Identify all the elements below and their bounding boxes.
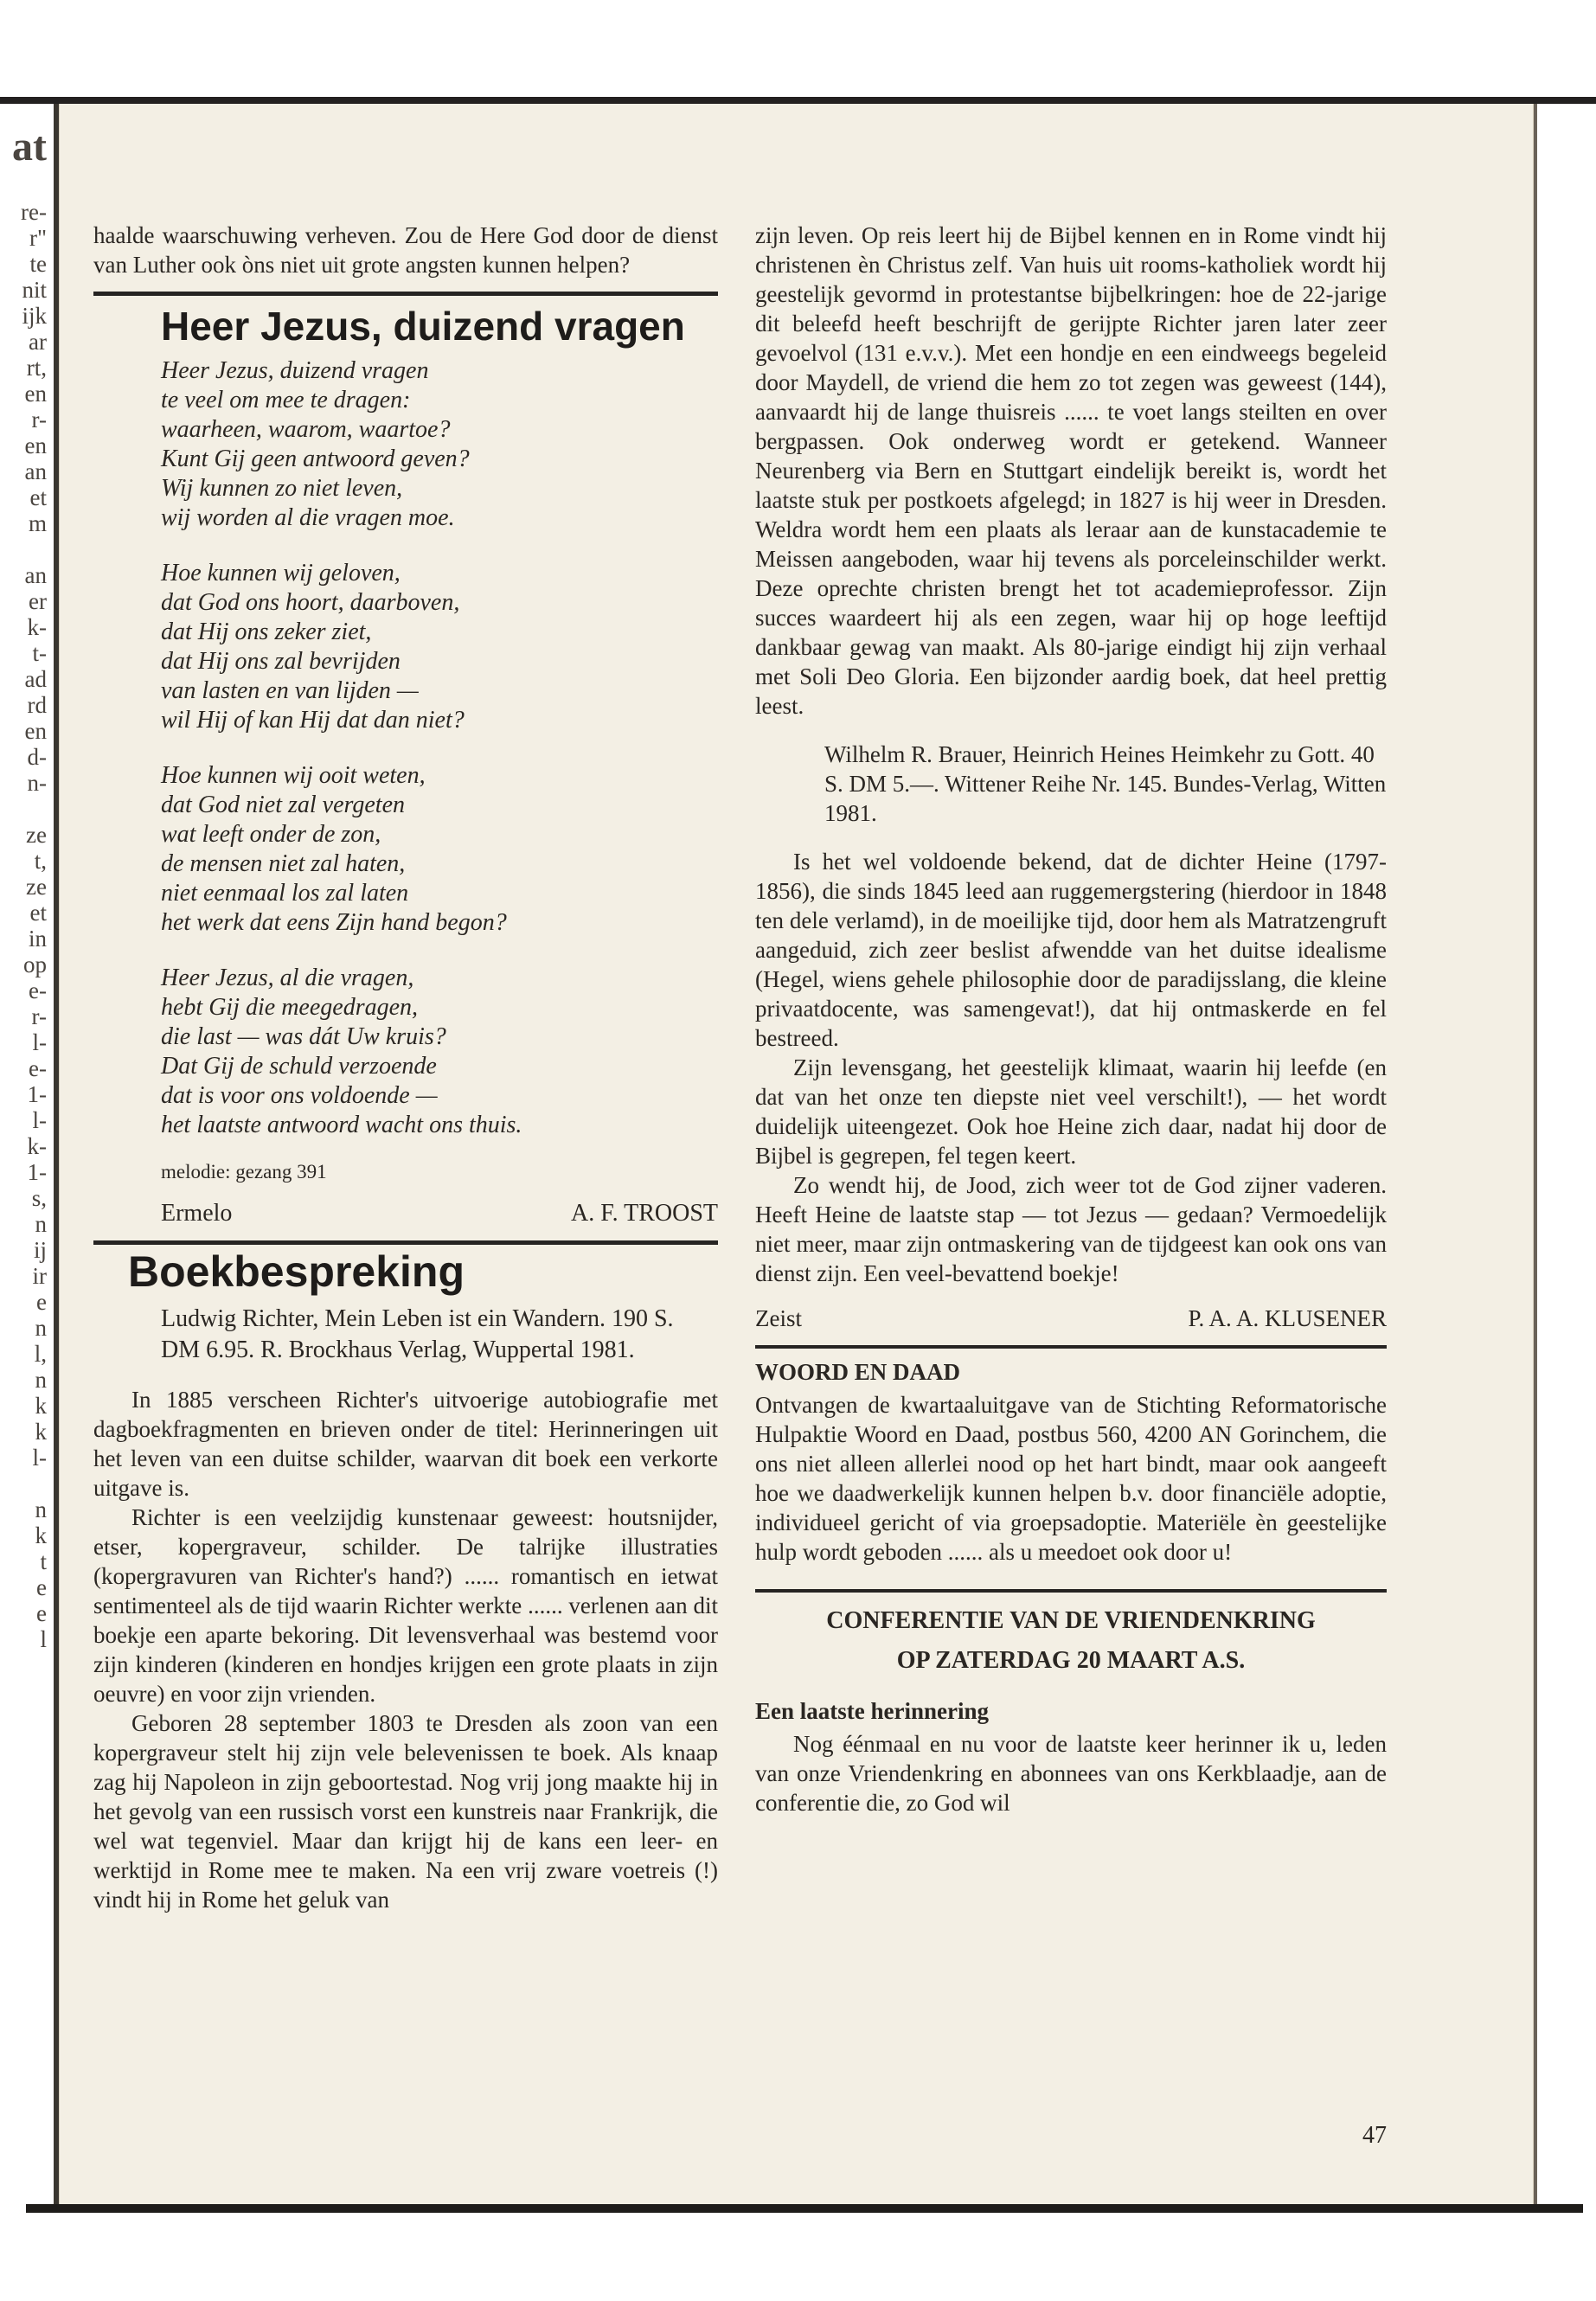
margin-fragment: r-: [31, 407, 47, 433]
margin-fragment: t-: [32, 640, 47, 666]
book-reference: Wilhelm R. Brauer, Heinrich Heines Heimkehr zu Gott. 40 S. DM 5.—. Wittener Reihe Nr. 145. Bundes-Verlag, Witten 1981.: [824, 741, 1387, 826]
intro-text: haalde waarschuwing verheven. Zou de Here God door de dienst van Luther ook òns niet uit grote angsten kunnen helpen?: [93, 222, 718, 278]
margin-fragment: et: [29, 900, 47, 926]
conference-heading: [755, 1601, 1387, 1681]
bottom-border: [26, 2204, 1583, 2213]
review-place: Zeist: [755, 1305, 802, 1331]
poem: [161, 356, 718, 1140]
previous-page-margin: [0, 121, 50, 2189]
poem-line: dat Hij ons zal bevrijden: [161, 648, 401, 675]
conference-subheading: Een laatste herinnering: [755, 1698, 989, 1724]
right-column: [755, 221, 1387, 1817]
poem-stanza: [161, 964, 718, 1140]
margin-fragment: [0, 173, 50, 199]
top-border: [0, 97, 1596, 104]
margin-fragment: s,: [31, 1185, 47, 1211]
poem-author: A. F. TROOST: [571, 1200, 718, 1227]
margin-fragment: [0, 796, 50, 822]
poem-line: Hoe kunnen wij ooit weten,: [161, 762, 426, 789]
poem-line: hebt Gij die meegedragen,: [161, 994, 419, 1021]
margin-fragment: l-: [32, 1445, 47, 1471]
margin-fragment: k: [35, 1393, 47, 1419]
poem-line: Wij kunnen zo niet leven,: [161, 475, 403, 502]
poem-line: te veel om mee te dragen:: [161, 387, 411, 413]
poem-line: Hoe kunnen wij geloven,: [161, 560, 401, 586]
margin-fragment: n: [35, 1367, 47, 1393]
review-signature: [755, 1304, 1387, 1333]
margin-fragment: ze: [26, 874, 47, 900]
review-paragraph: Richter is een veelzijdig kunstenaar geweest: houtsnijder, etser, kopergraveur, schilder. De talrijke illustraties (kopergravuren van Richter's hand?) ...... romantisch en ietwat sentimenteel als de tijd waarin Richter werkte ...... verlenen aan dit boekje een aparte bekoring. Dit levensverhaal was bestemd voor zijn kinderen (kinderen en hondjes krijgen een grote plaats in zijn oeuvre) en voor zijn vrienden.: [93, 1504, 718, 1707]
left-column: [93, 221, 718, 1914]
margin-fragment: rd: [27, 692, 47, 718]
margin-fragment: ir: [32, 1263, 47, 1289]
margin-fragment: [0, 536, 50, 562]
margin-fragment: ijk: [22, 303, 47, 329]
conference-heading-line: OP ZATERDAG 20 MAART A.S.: [896, 1647, 1246, 1674]
margin-fragment: op: [23, 952, 47, 977]
margin-fragment: et: [29, 484, 47, 510]
poem-stanza: [161, 559, 718, 735]
poem-line: dat is voor ons voldoende —: [161, 1082, 438, 1109]
margin-fragment: l,: [34, 1341, 47, 1367]
margin-fragment: n: [35, 1211, 47, 1237]
review-paragraph: Zijn levensgang, het geestelijk klimaat, waarin hij leefde (en dat van het onze ten diepste niet veel verschilt!), — het wordt duidelijk uiteengezet. Ook hoe Heine zich daar, nadat hij door de Bijbel is gegrepen, fel tegen keert.: [755, 1054, 1387, 1169]
woord-en-daad-text: Ontvangen de kwartaaluitgave van de Stichting Reformatorische Hulpaktie Woord en Daad, postbus 560, 4200 AN Gorinchem, die ons niet alleen allerlei nood op het hart bindt, maar ook aangeeft hoe we daadwerkelijk kunnen helpen b.v. door financiële adoptie, individueel gericht of via groepsadoptie. Materiële èn geestelijke hulp wordt geboden ...... als u meedoet ook door u!: [755, 1392, 1387, 1565]
margin-fragment: ij: [33, 1237, 47, 1263]
woord-en-daad-heading: WOORD EN DAAD: [755, 1359, 961, 1385]
poem-line: niet eenmaal los zal laten: [161, 880, 409, 907]
margin-fragment: ar: [29, 329, 47, 355]
review-paragraph: Geboren 28 september 1803 te Dresden als zoon van een kopergraveur stelt hij zijn vele belevenissen te boek. Als knaap zag hij Napoleon in zijn geboortestad. Nog vrij jong maakte hij in het gevolg van een russisch vorst een kunstreis naar Frankrijk, die wel wat tegenviel. Maar dan krijgt hij de kans een leer- en werktijd in Rome mee te maken. Na een vrij zware voetreis (!) vindt hij in Rome het geluk van: [93, 1710, 718, 1913]
poem-line: het werk dat eens Zijn hand begon?: [161, 909, 507, 936]
margin-fragment: m: [28, 510, 47, 536]
poem-line: waarheen, waarom, waartoe?: [161, 416, 451, 443]
margin-fragment: n: [35, 1315, 47, 1341]
divider: [755, 1345, 1387, 1349]
review-continuation: zijn leven. Op reis leert hij de Bijbel kennen en in Rome vindt hij christenen èn Christus zelf. Van huis uit rooms-katholiek wordt hij geestelijk gevormd in protestantse bijbelkringen: hoe de 22-jarige dit beleefd heeft beschrijft de gerijpte Richter jaren later zeer gevoelvol (131 e.v.v.). Met een hondje en een eindweegs begeleid door Maydell, de vriend die hem zo tot zegen was geweest (144), aanvaardt hij de lange thuisreis ...... te voet langs steilten en over bergpassen. Ook onderweg wordt er getekend. Wanneer Neurenberg via Bern en Stuttgart eindelijk bereikt is, wordt het laatste stuk per postkoets afgelegd; in 1827 is hij weer in Dresden. Weldra wordt hem een plaats als leraar aan de kunstacademie te Meissen aangeboden, waar hij tevens als porceleinschilder werkt. Deze oprechte christen brengt het tot academieprofessor. Zijn succes waardeert hij als een zegen, waar hij op hoge leeftijd dankbaar gewag van maakt. Als 80-jarige eindigt hij zijn verhaal met Soli Deo Gloria. Een bijzonder aardig boek, dat heel prettig leest.: [755, 222, 1387, 719]
margin-fragment: 1-: [27, 1081, 47, 1107]
margin-fragment: an: [24, 458, 47, 484]
poem-line: Heer Jezus, duizend vragen: [161, 357, 429, 384]
margin-fragment: k: [35, 1522, 47, 1548]
margin-fragment: e: [36, 1289, 47, 1315]
magazine-page: [93, 221, 1387, 2150]
margin-fragment: d-: [27, 744, 47, 770]
review-paragraph: Zo wendt hij, de Jood, zich weer tot de God zijner vaderen. Heeft Heine de laatste stap — tot Jezus — gedaan? Vermoedelijk niet meer, maar zijn ontmaskering van de tijdgeest kan ook ons van dienst zijn. Een veel-bevattend boekje!: [755, 1172, 1387, 1286]
divider: [93, 1240, 718, 1245]
margin-fragment: l: [40, 1626, 47, 1652]
margin-fragment: re-: [21, 199, 47, 225]
poem-line: wij worden al die vragen moe.: [161, 504, 455, 531]
margin-fragment: nit: [22, 277, 47, 303]
poem-line: die last — was dát Uw kruis?: [161, 1023, 446, 1050]
poem-signature: [161, 1199, 718, 1228]
margin-fragment: t: [40, 1548, 47, 1574]
margin-fragment: er: [29, 588, 47, 614]
margin-fragment: en: [24, 718, 47, 744]
margin-fragment: rt,: [26, 355, 47, 381]
margin-fragment: 1-: [27, 1159, 47, 1185]
margin-fragment: r": [29, 225, 47, 251]
margin-fragment: en: [24, 381, 47, 407]
margin-fragment: [0, 1471, 50, 1497]
poem-stanza: [161, 761, 718, 938]
review-paragraph: Is het wel voldoende bekend, dat de dichter Heine (1797-1856), die sinds 1845 leed aan ruggemergstering (hierdoor in 1848 ten dele verlamd), in de moeilijke tijd, door hem als Matratzengruft aangeduid, zich zeer beslist afwendde van het duitse idealisme (Hegel, wiens gehele philosophie door de paradijsslang, die kleine privaatdocente, was samengevat!), dat hij ontmaskerde en fel bestreed.: [755, 849, 1387, 1051]
conference-heading-line: CONFERENTIE VAN DE VRIENDENKRING: [826, 1607, 1316, 1634]
margin-fragment: e: [36, 1574, 47, 1600]
divider: [755, 1589, 1387, 1593]
margin-fragment: n: [35, 1497, 47, 1522]
margin-fragment: e: [36, 1600, 47, 1626]
review-heading: Boekbespreking: [128, 1247, 465, 1296]
divider: [93, 292, 718, 296]
poem-line: Kunt Gij geen antwoord geven?: [161, 445, 470, 472]
poem-place: Ermelo: [161, 1200, 233, 1227]
poem-line: wat leeft onder de zon,: [161, 821, 381, 848]
margin-fragment: k: [35, 1419, 47, 1445]
poem-line: Heer Jezus, al die vragen,: [161, 965, 414, 991]
margin-fragment: en: [24, 433, 47, 458]
margin-fragment: l-: [32, 1029, 47, 1055]
margin-fragment: te: [29, 251, 47, 277]
poem-melody: melodie: gezang 391: [161, 1161, 327, 1183]
margin-fragment: k-: [27, 1133, 47, 1159]
poem-line: van lasten en van lijden —: [161, 677, 419, 704]
margin-fragment: e-: [29, 977, 47, 1003]
margin-fragment: in: [28, 926, 47, 952]
margin-fragment: ze: [26, 822, 47, 848]
margin-fragment: ad: [24, 666, 47, 692]
poem-line: dat God ons hoort, daarboven,: [161, 589, 460, 616]
poem-line: dat Hij ons zeker ziet,: [161, 619, 372, 645]
poem-line: dat God niet zal vergeten: [161, 792, 406, 818]
review-author: P. A. A. KLUSENER: [1188, 1305, 1387, 1331]
conference-text: Nog éénmaal en nu voor de laatste keer herinner ik u, leden van onze Vriendenkring en abonnees van ons Kerkblaadje, aan de conferentie die, zo God wil: [755, 1731, 1387, 1816]
margin-fragment: e-: [29, 1055, 47, 1081]
margin-fragment: an: [24, 562, 47, 588]
page-number: 47: [1362, 2122, 1387, 2149]
margin-fragment: k-: [27, 614, 47, 640]
margin-fragment: t,: [34, 848, 47, 874]
poem-line: het laatste antwoord wacht ons thuis.: [161, 1112, 522, 1138]
poem-line: de mensen niet zal haten,: [161, 850, 406, 877]
margin-fragment: r-: [31, 1003, 47, 1029]
poem-stanza: [161, 356, 718, 533]
margin-fragment: n-: [27, 770, 47, 796]
margin-fragment: l-: [32, 1107, 47, 1133]
poem-title: Heer Jezus, duizend vragen: [161, 304, 685, 349]
poem-line: wil Hij of kan Hij dat dan niet?: [161, 707, 465, 734]
margin-fragment: at: [12, 124, 47, 170]
book-reference: Ludwig Richter, Mein Leben ist ein Wandern. 190 S. DM 6.95. R. Brockhaus Verlag, Wuppertal 1981.: [161, 1305, 674, 1363]
review-paragraph: In 1885 verscheen Richter's uitvoerige autobiografie met dagboekfragmenten en brieven onder de titel: Herinneringen uit het leven van een duitse schilder, waarvan dit boek een verkorte uitgave is.: [93, 1387, 718, 1501]
poem-line: Dat Gij de schuld verzoende: [161, 1053, 437, 1080]
